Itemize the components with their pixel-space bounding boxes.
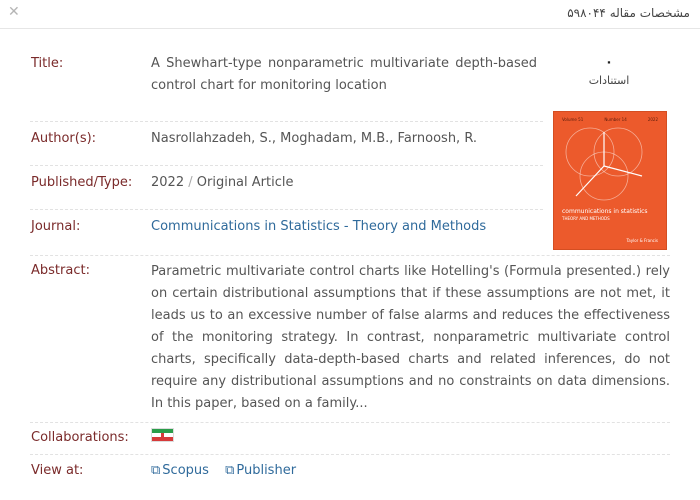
cover-year: 2022	[647, 117, 658, 122]
scopus-link[interactable]	[151, 463, 209, 478]
divider	[30, 209, 543, 210]
title-label: Title:	[31, 56, 64, 71]
view-at-label: View at:	[31, 463, 84, 478]
view-links	[151, 460, 308, 482]
abstract-text: Parametric multivariate control charts like Hotelling's (Formula presented.) rely on certain distributional assumptions that if these assumptions are not met, it leads us to an excessive number of false alarms and reduces the effectiveness of the monitoring strategy. In contrast, nonparametric multivariate control charts, specifically data-depth-based charts and related inferences, do not require any distributional assumptions and no constraints on data dimensions. In this paper, based on a family...	[151, 264, 670, 411]
publisher-label: Publisher	[236, 463, 297, 478]
divider	[30, 255, 670, 256]
cover-volume: Volume 51	[562, 117, 584, 122]
divider	[30, 165, 543, 166]
cover-subtitle: THEORY AND METHODS	[562, 216, 610, 221]
citations-count: ۰	[605, 55, 613, 70]
published-type: Original Article	[196, 175, 294, 190]
published-label: Published/Type:	[31, 175, 133, 190]
journal-label: Journal:	[31, 219, 81, 234]
cover-publisher: Taylor & Francis	[626, 238, 658, 243]
journal-link[interactable]: Communications in Statistics - Theory and Methods	[151, 219, 487, 234]
published-year: 2022	[151, 175, 185, 190]
cover-graphic	[554, 112, 666, 249]
external-link-icon: ⧉	[225, 463, 235, 478]
article-title: A Shewhart-type nonparametric multivariate depth-based control chart for monitoring location	[151, 56, 537, 93]
cover-title: communications in statistics	[562, 208, 648, 215]
iran-flag-icon	[151, 428, 174, 442]
modal-title: مشخصات مقاله ۵۹۸۰۴۴	[567, 6, 690, 20]
divider	[30, 121, 543, 122]
modal-header	[0, 0, 700, 29]
published-value	[151, 172, 293, 194]
close-icon[interactable]: ✕	[8, 4, 20, 20]
published-separator: /	[188, 175, 193, 190]
cover-number: Number 14	[604, 117, 627, 122]
citations-label: استنادات	[588, 74, 630, 87]
journal-cover	[553, 111, 667, 250]
divider	[30, 454, 670, 455]
publisher-link[interactable]	[225, 463, 296, 478]
external-link-icon: ⧉	[151, 463, 161, 478]
divider	[30, 422, 670, 423]
authors-label: Author(s):	[31, 131, 97, 146]
collaborations-label: Collaborations:	[31, 430, 129, 445]
citations-panel	[553, 55, 665, 87]
authors-value: Nasrollahzadeh, S., Moghadam, M.B., Farnoosh, R.	[151, 131, 478, 146]
scopus-label: Scopus	[162, 463, 209, 478]
abstract-label: Abstract:	[31, 263, 90, 278]
